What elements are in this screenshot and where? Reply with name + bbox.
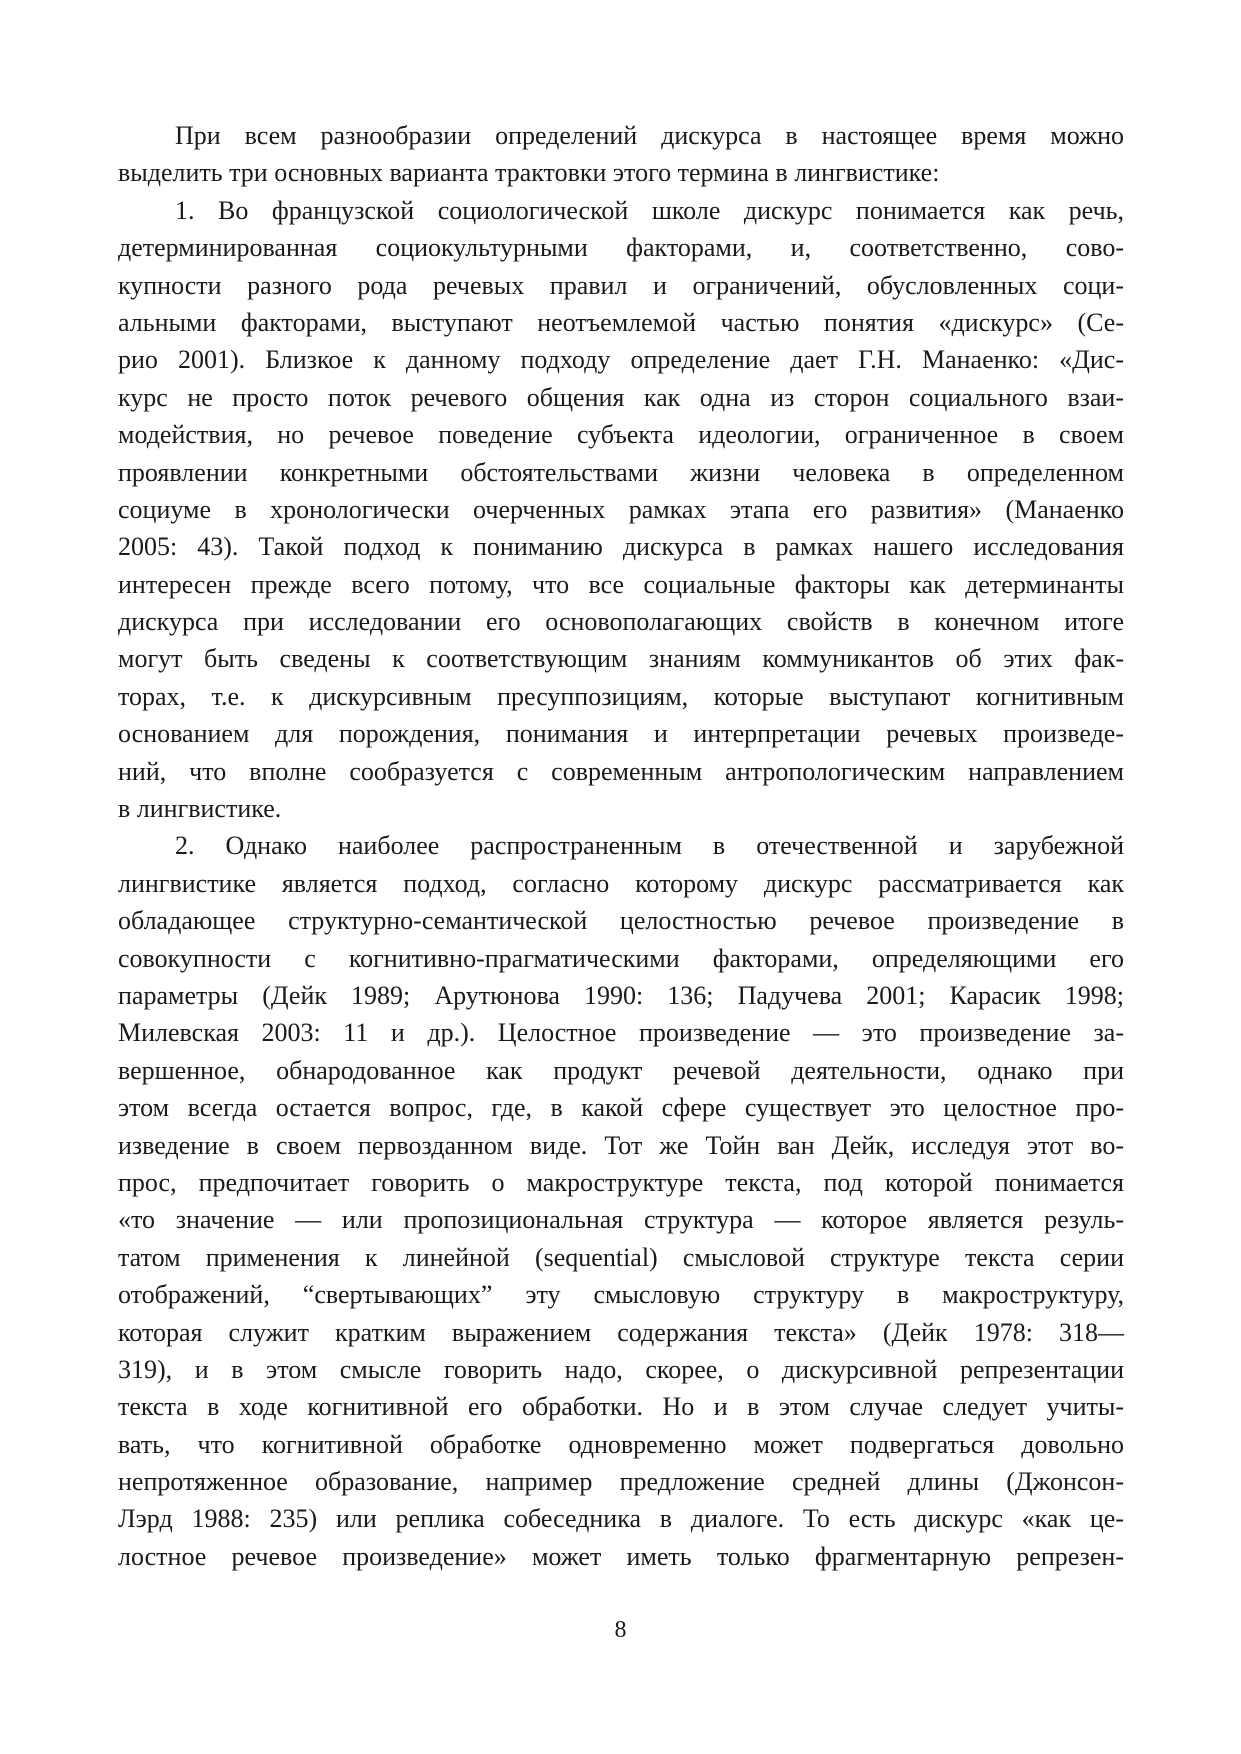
paragraph-intro <box>118 117 1124 192</box>
text-line: параметры (Дейк 1989; Арутюнова 1990: 136; Падучева 2001; Карасик 1998; <box>118 980 1124 1010</box>
text-line: детерминированная социокультурными факторами, и, соответственно, сово- <box>118 233 1124 263</box>
text-line: проявлении конкретными обстоятельствами жизни человека в определенном <box>118 457 1124 487</box>
text-line: дискурса при исследовании его основополагающих свойств в конечном итоге <box>118 607 1124 637</box>
page-number: 8 <box>614 1617 627 1643</box>
text-line: социуме в хронологически очерченных рамках этапа его развития» (Манаенко <box>118 494 1124 524</box>
text-line: могут быть сведены к соответствующим знаниям коммуникантов об этих фак- <box>118 644 1124 674</box>
text-line: При всем разнообразии определений дискурса в настоящее время можно <box>175 121 1124 150</box>
text-line: 2005: 43). Такой подход к пониманию дискурса в рамках нашего исследования <box>118 532 1124 562</box>
text-line: этом всегда остается вопрос, где, в какой сфере существует это целостное про- <box>118 1093 1124 1123</box>
paragraph-point-1 <box>118 192 1124 828</box>
paragraph-point-2 <box>118 827 1124 1575</box>
text-line: изведение в своем первозданном виде. Тот же Тойн ван Дейк, исследуя этот во- <box>118 1130 1124 1160</box>
text-line: текста в ходе когнитивной его обработки. Но и в этом случае следует учиты- <box>118 1392 1124 1422</box>
text-line: купности разного рода речевых правил и ограничений, обусловленных соци- <box>118 270 1124 300</box>
text-line: совокупности с когнитивно-прагматическими факторами, определяющими его <box>118 943 1124 973</box>
text-line: альными факторами, выступают неотъемлемой частью понятия «дискурс» (Се- <box>118 307 1124 337</box>
text-line: торах, т.е. к дискурсивным пресуппозициям, которые выступают когнитивным <box>118 681 1124 711</box>
text-line: «то значение — или пропозициональная структура — которое является резуль- <box>118 1205 1124 1235</box>
text-line: в лингвистике. <box>118 794 282 824</box>
text-line: модействия, но речевое поведение субъекта идеологии, ограниченное в своем <box>118 420 1124 450</box>
text-line: интересен прежде всего потому, что все социальные факторы как детерминанты <box>118 569 1124 599</box>
text-line: отображений, “свертывающих” эту смысловую структуру в макроструктуру, <box>118 1280 1124 1310</box>
text-line: обладающее структурно-семантической целостностью речевое произведение в <box>118 906 1124 936</box>
text-line: Милевская 2003: 11 и др.). Целостное произведение — это произведение за- <box>118 1018 1124 1048</box>
text-line: рио 2001). Близкое к данному подходу определение дает Г.Н. Манаенко: «Дис- <box>118 345 1124 375</box>
text-line: татом применения к линейной (sequential) смысловой структуре текста серии <box>118 1242 1124 1272</box>
text-line: основанием для порождения, понимания и интерпретации речевых произведе- <box>118 719 1124 749</box>
text-line: лостное речевое произведение» может иметь только фрагментарную репрезен- <box>118 1541 1124 1571</box>
text-line: Лэрд 1988: 235) или реплика собеседника в диалоге. То есть дискурс «как це- <box>118 1504 1124 1534</box>
body-text <box>118 117 1124 1575</box>
text-line: 319), и в этом смысле говорить надо, скорее, о дискурсивной репрезентации <box>118 1354 1124 1384</box>
text-line: прос, предпочитает говорить о макроструктуре текста, под которой понимается <box>118 1167 1124 1197</box>
text-line: вершенное, обнародованное как продукт речевой деятельности, однако при <box>118 1055 1124 1085</box>
text-line: ний, что вполне сообразуется с современным антропологическим направлением <box>118 756 1124 786</box>
text-line: вать, что когнитивной обработке одновременно может подвергаться довольно <box>118 1429 1124 1459</box>
text-line: непротяженное образование, например предложение средней длины (Джонсон- <box>118 1467 1124 1497</box>
text-line: 2. Однако наиболее распространенным в отечественной и зарубежной <box>175 831 1124 861</box>
text-line: курс не просто поток речевого общения как одна из сторон социального взаи- <box>118 382 1124 412</box>
text-line: лингвистике является подход, согласно которому дискурс рассматривается как <box>118 868 1124 898</box>
text-line: выделить три основных варианта трактовки этого термина в лингвистике: <box>118 158 940 188</box>
text-line: 1. Во французской социологической школе дискурс понимается как речь, <box>175 195 1124 225</box>
text-line: которая служит кратким выражением содержания текста» (Дейк 1978: 318— <box>118 1317 1124 1347</box>
